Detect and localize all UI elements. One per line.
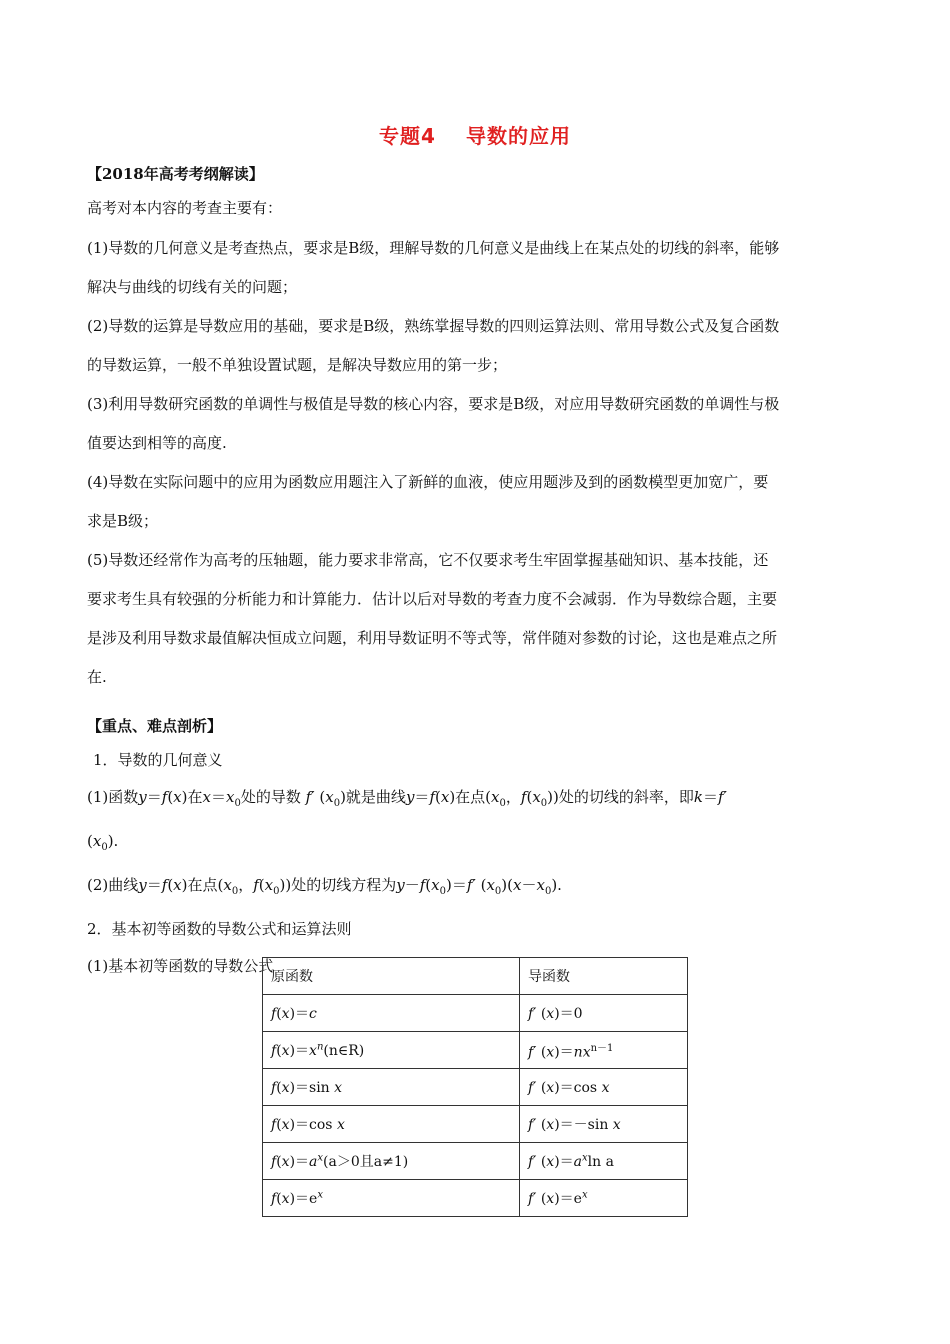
- line: (4)导数在实际问题中的应用为函数应用题注入了新鲜的血液，使应用题涉及到的函数模型更加宽广，要: [87, 473, 769, 491]
- table-row: [263, 1143, 688, 1180]
- table-cell: f(x)＝cos x: [263, 1106, 520, 1143]
- table-row: [263, 1032, 688, 1069]
- table-cell: $f(x)=x^n(n\in R)$: [263, 1032, 520, 1069]
- table-header-row: [263, 958, 688, 995]
- page-title: [0, 120, 950, 149]
- section-heading-syllabus: 【2018年高考考纲解读】: [87, 165, 264, 183]
- table-cell: f′ $(x)=e^x$: [520, 1180, 688, 1217]
- syllabus-item-1: [87, 229, 865, 307]
- table-row: [263, 995, 688, 1032]
- line: 的导数运算，一般不单独设置试题，是解决导数应用的第一步；: [87, 356, 508, 374]
- line: (3)利用导数研究函数的单调性与极值是导数的核心内容，要求是B级，对应用导数研究函数的单调性与极: [87, 395, 780, 413]
- line: (2)导数的运算是导数应用的基础，要求是B级，熟练掌握导数的四则运算法则、常用导数公式及复合函数: [87, 317, 780, 335]
- line: (1)导数的几何意义是考查热点，要求是B级，理解导数的几何意义是曲线上在某点处的切线的斜率，能够: [87, 239, 780, 257]
- table-cell: $f(x)=a^x(a>0$且a≠1): [263, 1143, 520, 1180]
- subheading-geometric-meaning: 1．导数的几何意义: [93, 751, 223, 769]
- table-cell: f′ $(x)=a^x\ln$ a: [520, 1143, 688, 1180]
- title-text: 导数的应用: [465, 124, 571, 148]
- syllabus-item-3: [87, 385, 865, 463]
- intro-paragraph: 高考对本内容的考查主要有：: [87, 199, 283, 217]
- section-heading-key-points: 【重点、难点剖析】: [87, 717, 223, 735]
- content-body: [87, 163, 865, 992]
- subheading-basic-formulas: (1)基本初等函数的导数公式: [87, 957, 274, 975]
- table-cell: f(x)＝sin x: [263, 1069, 520, 1106]
- table-cell: $f(x)=e^x$: [263, 1180, 520, 1217]
- title-number: 专题4: [379, 124, 436, 148]
- table-cell: f′ (x)＝0: [520, 995, 688, 1032]
- line: 解决与曲线的切线有关的问题；: [87, 278, 298, 296]
- line: 在.: [87, 668, 107, 686]
- geometric-meaning-2: (2)曲线y＝f(x)在点($x_0$，$f(x_0)$)处的切线方程为$y-f(x_0)=f'$ $(x_0)(x-x_0)$.: [87, 876, 562, 897]
- table-header-cell: 原函数: [263, 958, 520, 995]
- derivative-formula-table: [262, 957, 688, 1217]
- syllabus-item-4: [87, 463, 865, 541]
- line: 是涉及利用导数求最值解决恒成立问题，利用导数证明不等式等，常伴随对参数的讨论，这也是难点之所: [87, 629, 778, 647]
- geometric-meaning-1: (1)函数y＝f(x)在$x=x_0$处的导数 f′ $(x_0)$就是曲线y＝f(x)在点($x_0$，$f(x_0)$)处的切线的斜率，即k＝f′: [87, 788, 727, 809]
- syllabus-item-2: [87, 307, 865, 385]
- table-cell: f(x)＝c: [263, 995, 520, 1032]
- syllabus-item-5: [87, 541, 865, 697]
- table-row: [263, 1180, 688, 1217]
- line: 求是B级；: [87, 512, 159, 530]
- line: 要求考生具有较强的分析能力和计算能力．估计以后对导数的考查力度不会减弱．作为导数综合题，主要: [87, 590, 778, 608]
- line: (5)导数还经常作为高考的压轴题，能力要求非常高，它不仅要求考生牢固掌握基础知识、基本技能，还: [87, 551, 769, 569]
- line: 值要达到相等的高度.: [87, 434, 227, 452]
- subheading-derivative-formulas: 2．基本初等函数的导数公式和运算法则: [87, 920, 352, 938]
- table-cell: f′ (x)＝cos x: [520, 1069, 688, 1106]
- geometric-meaning-1-wrap: $(x_0)$.: [87, 832, 119, 853]
- table-cell: f′ (x)＝－sin x: [520, 1106, 688, 1143]
- table-header-cell: 导函数: [520, 958, 688, 995]
- table-row: [263, 1069, 688, 1106]
- table-cell: f′ $(x)=nx^{n-1}$: [520, 1032, 688, 1069]
- table-row: [263, 1106, 688, 1143]
